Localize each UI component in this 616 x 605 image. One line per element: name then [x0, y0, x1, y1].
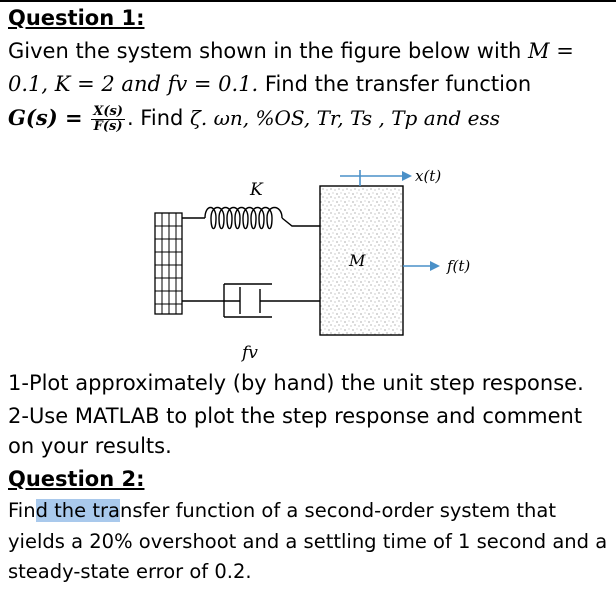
q2-line1-pre: Fin [8, 499, 36, 522]
force-label: f(t) [447, 257, 471, 275]
q1-line2-math: 0.1, K = 2 and fv = 0.1. [8, 72, 259, 96]
question-2-title: Question 2: [8, 467, 145, 491]
q1-line1-text: Given the system shown in the figure below with [8, 39, 529, 63]
question-2-line-2: yields a 20% overshoot and a settling time of 1 second and a [8, 530, 608, 553]
spring [182, 208, 320, 229]
force-arrow [403, 261, 440, 271]
question-1-item-1: 1-Plot approximately (by hand) the unit step response. [8, 371, 584, 395]
question-2-line-1 [8, 497, 556, 525]
q2-highlighted-text[interactable]: d the tra [35, 499, 120, 522]
damper [182, 284, 320, 317]
damper-label: fv [242, 343, 258, 363]
q2-line1-post: nsfer function of a second-order system that [119, 499, 556, 522]
displacement-arrow [340, 170, 412, 186]
question-1-item-2b: on your results. [8, 434, 172, 458]
gs-label: G(s) = [8, 105, 83, 130]
question-1-title: Question 1: [8, 6, 145, 30]
find-text: . Find [126, 106, 191, 130]
q1-line1-math: M = [528, 39, 574, 63]
fraction-denominator: F(s) [93, 118, 123, 134]
spring-label: K [250, 180, 263, 200]
find-math: ζ. ωn, %OS, Tr, Ts , Tp and ess [190, 106, 501, 130]
mass-label: M [349, 251, 366, 270]
fraction-numerator: X(s) [93, 103, 123, 119]
question-1-item-2a: 2-Use MATLAB to plot the step response and comment [8, 404, 583, 428]
question-2-line-3: steady-state error of 0.2. [8, 560, 252, 583]
wall [155, 213, 182, 314]
q1-line2-text: Find the transfer function [258, 72, 532, 96]
displacement-label: x(t) [415, 167, 442, 185]
